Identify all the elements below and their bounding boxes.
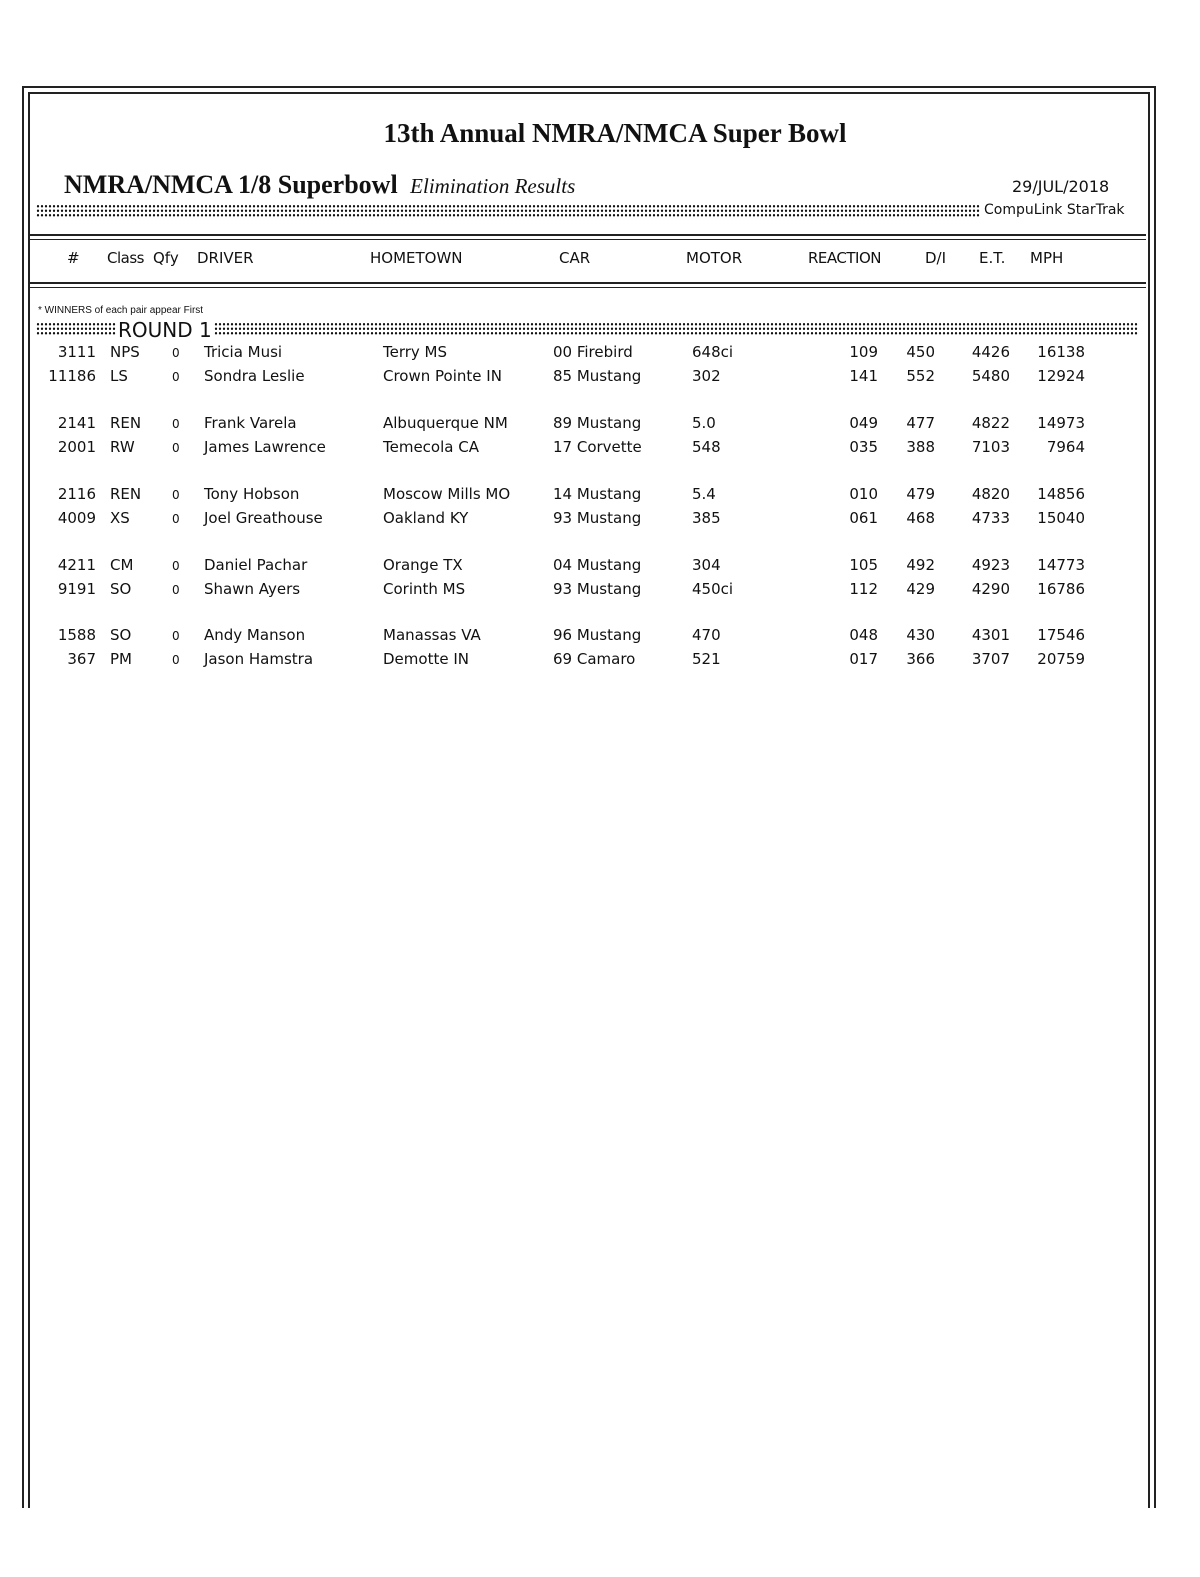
cell-hometown: Crown Pointe IN	[383, 367, 502, 385]
cell-number: 3111	[57, 343, 96, 361]
cell-qfy: 0	[172, 488, 180, 502]
cell-et: 4923	[971, 556, 1010, 574]
cell-reaction: 035	[849, 438, 878, 456]
cell-di: 429	[906, 580, 935, 598]
report-type: Elimination Results	[410, 174, 576, 198]
dotted-rule-round-right	[214, 322, 1138, 336]
page-title: 13th Annual NMRA/NMCA Super Bowl	[383, 118, 847, 148]
round-label: ROUND 1	[118, 318, 212, 342]
col-reaction: REACTION	[808, 249, 881, 267]
cell-mph: 16138	[1037, 343, 1085, 361]
dotted-rule-round-left	[36, 322, 116, 336]
cell-car: 89 Mustang	[553, 414, 642, 432]
col-driver: DRIVER	[197, 249, 254, 267]
cell-et: 4822	[971, 414, 1010, 432]
cell-qfy: 0	[172, 629, 180, 643]
cell-number: 9191	[57, 580, 96, 598]
cell-number: 2116	[57, 485, 96, 503]
cell-hometown: Orange TX	[383, 556, 463, 574]
cell-qfy: 0	[172, 417, 180, 431]
cell-di: 492	[906, 556, 935, 574]
col-et: E.T.	[979, 249, 1006, 267]
cell-driver: Sondra Leslie	[204, 367, 305, 385]
cell-hometown: Temecola CA	[383, 438, 479, 456]
cell-car: 96 Mustang	[553, 626, 642, 644]
cell-car: 93 Mustang	[553, 580, 642, 598]
cell-et: 4290	[971, 580, 1010, 598]
cell-et: 7103	[971, 438, 1010, 456]
col-motor: MOTOR	[686, 249, 743, 267]
cell-qfy: 0	[172, 370, 180, 384]
cell-et: 4426	[971, 343, 1010, 361]
col-di: D/I	[925, 249, 947, 267]
cell-mph: 7964	[1046, 438, 1085, 456]
cell-car: 69 Camaro	[553, 650, 636, 668]
cell-di: 430	[906, 626, 935, 644]
cell-car: 00 Firebird	[553, 343, 633, 361]
cell-class: REN	[110, 485, 142, 503]
cell-class: CM	[110, 556, 134, 574]
cell-number: 1588	[57, 626, 96, 644]
cell-et: 4820	[971, 485, 1010, 503]
cell-driver: Tony Hobson	[204, 485, 300, 503]
cell-driver: James Lawrence	[204, 438, 326, 456]
cell-reaction: 105	[849, 556, 878, 574]
cell-et: 5480	[971, 367, 1010, 385]
cell-car: 85 Mustang	[553, 367, 642, 385]
cell-class: LS	[110, 367, 128, 385]
cell-reaction: 112	[849, 580, 878, 598]
cell-motor: 648ci	[692, 343, 734, 361]
cell-mph: 14773	[1037, 556, 1085, 574]
cell-di: 388	[906, 438, 935, 456]
cell-motor: 470	[692, 626, 721, 644]
cell-number: 4009	[57, 509, 96, 527]
cell-hometown: Oakland KY	[383, 509, 469, 527]
cell-number: 367	[67, 650, 96, 668]
cell-class: RW	[110, 438, 135, 456]
cell-number: 4211	[57, 556, 96, 574]
cell-driver: Jason Hamstra	[204, 650, 314, 668]
cell-car: 04 Mustang	[553, 556, 642, 574]
cell-qfy: 0	[172, 559, 180, 573]
cell-car: 93 Mustang	[553, 509, 642, 527]
cell-driver: Joel Greathouse	[204, 509, 323, 527]
cell-hometown: Moscow Mills MO	[383, 485, 511, 503]
cell-et: 4733	[971, 509, 1010, 527]
cell-di: 552	[906, 367, 935, 385]
col-qfy: Qfy	[153, 249, 179, 267]
cell-di: 366	[906, 650, 935, 668]
cell-hometown: Corinth MS	[383, 580, 466, 598]
cell-mph: 14856	[1037, 485, 1085, 503]
cell-reaction: 049	[849, 414, 878, 432]
cell-mph: 17546	[1037, 626, 1085, 644]
cell-reaction: 061	[849, 509, 878, 527]
cell-et: 4301	[971, 626, 1010, 644]
divider-header-1	[30, 282, 1146, 284]
event-name: NMRA/NMCA 1/8 Superbowl	[64, 170, 398, 199]
cell-motor: 5.0	[692, 414, 716, 432]
winners-note: * WINNERS of each pair appear First	[38, 305, 204, 316]
divider-top-1	[30, 234, 1146, 236]
brand-label: CompuLink StarTrak	[984, 202, 1125, 218]
cell-class: SO	[110, 626, 132, 644]
cell-hometown: Terry MS	[383, 343, 448, 361]
cell-number: 2141	[57, 414, 96, 432]
divider-top-2	[30, 239, 1146, 240]
cell-driver: Daniel Pachar	[204, 556, 308, 574]
cell-mph: 12924	[1037, 367, 1085, 385]
event-date: 29/JUL/2018	[1012, 177, 1110, 196]
cell-car: 14 Mustang	[553, 485, 642, 503]
col-car: CAR	[559, 249, 591, 267]
cell-motor: 521	[692, 650, 721, 668]
cell-qfy: 0	[172, 346, 180, 360]
cell-reaction: 141	[849, 367, 878, 385]
cell-driver: Tricia Musi	[204, 343, 283, 361]
cell-di: 450	[906, 343, 935, 361]
col-mph: MPH	[1030, 249, 1064, 267]
event-heading	[64, 170, 575, 200]
cell-reaction: 017	[849, 650, 878, 668]
cell-motor: 385	[692, 509, 721, 527]
cell-driver: Frank Varela	[204, 414, 297, 432]
cell-mph: 20759	[1037, 650, 1085, 668]
cell-motor: 5.4	[692, 485, 716, 503]
cell-driver: Shawn Ayers	[204, 580, 301, 598]
col-hometown: HOMETOWN	[370, 249, 463, 267]
col-class: Class	[107, 249, 144, 267]
cell-motor: 304	[692, 556, 721, 574]
cell-reaction: 048	[849, 626, 878, 644]
cell-hometown: Manassas VA	[383, 626, 481, 644]
cell-class: PM	[110, 650, 132, 668]
cell-hometown: Demotte IN	[383, 650, 469, 668]
cell-reaction: 109	[849, 343, 878, 361]
cell-reaction: 010	[849, 485, 878, 503]
cell-class: REN	[110, 414, 142, 432]
cell-et: 3707	[971, 650, 1010, 668]
cell-number: 11186	[48, 367, 96, 385]
cell-qfy: 0	[172, 512, 180, 526]
cell-motor: 548	[692, 438, 721, 456]
cell-qfy: 0	[172, 441, 180, 455]
cell-di: 477	[906, 414, 935, 432]
cell-class: XS	[110, 509, 130, 527]
cell-car: 17 Corvette	[553, 438, 642, 456]
dotted-rule-header	[36, 204, 980, 218]
cell-mph: 15040	[1037, 509, 1085, 527]
cell-mph: 14973	[1037, 414, 1085, 432]
cell-motor: 302	[692, 367, 721, 385]
cell-class: SO	[110, 580, 132, 598]
cell-di: 479	[906, 485, 935, 503]
cell-qfy: 0	[172, 583, 180, 597]
cell-qfy: 0	[172, 653, 180, 667]
cell-mph: 16786	[1037, 580, 1085, 598]
cell-di: 468	[906, 509, 935, 527]
cell-hometown: Albuquerque NM	[383, 414, 508, 432]
cell-class: NPS	[110, 343, 140, 361]
divider-header-2	[30, 287, 1146, 288]
col-number: #	[67, 249, 80, 267]
cell-number: 2001	[57, 438, 96, 456]
cell-driver: Andy Manson	[204, 626, 306, 644]
cell-motor: 450ci	[692, 580, 734, 598]
